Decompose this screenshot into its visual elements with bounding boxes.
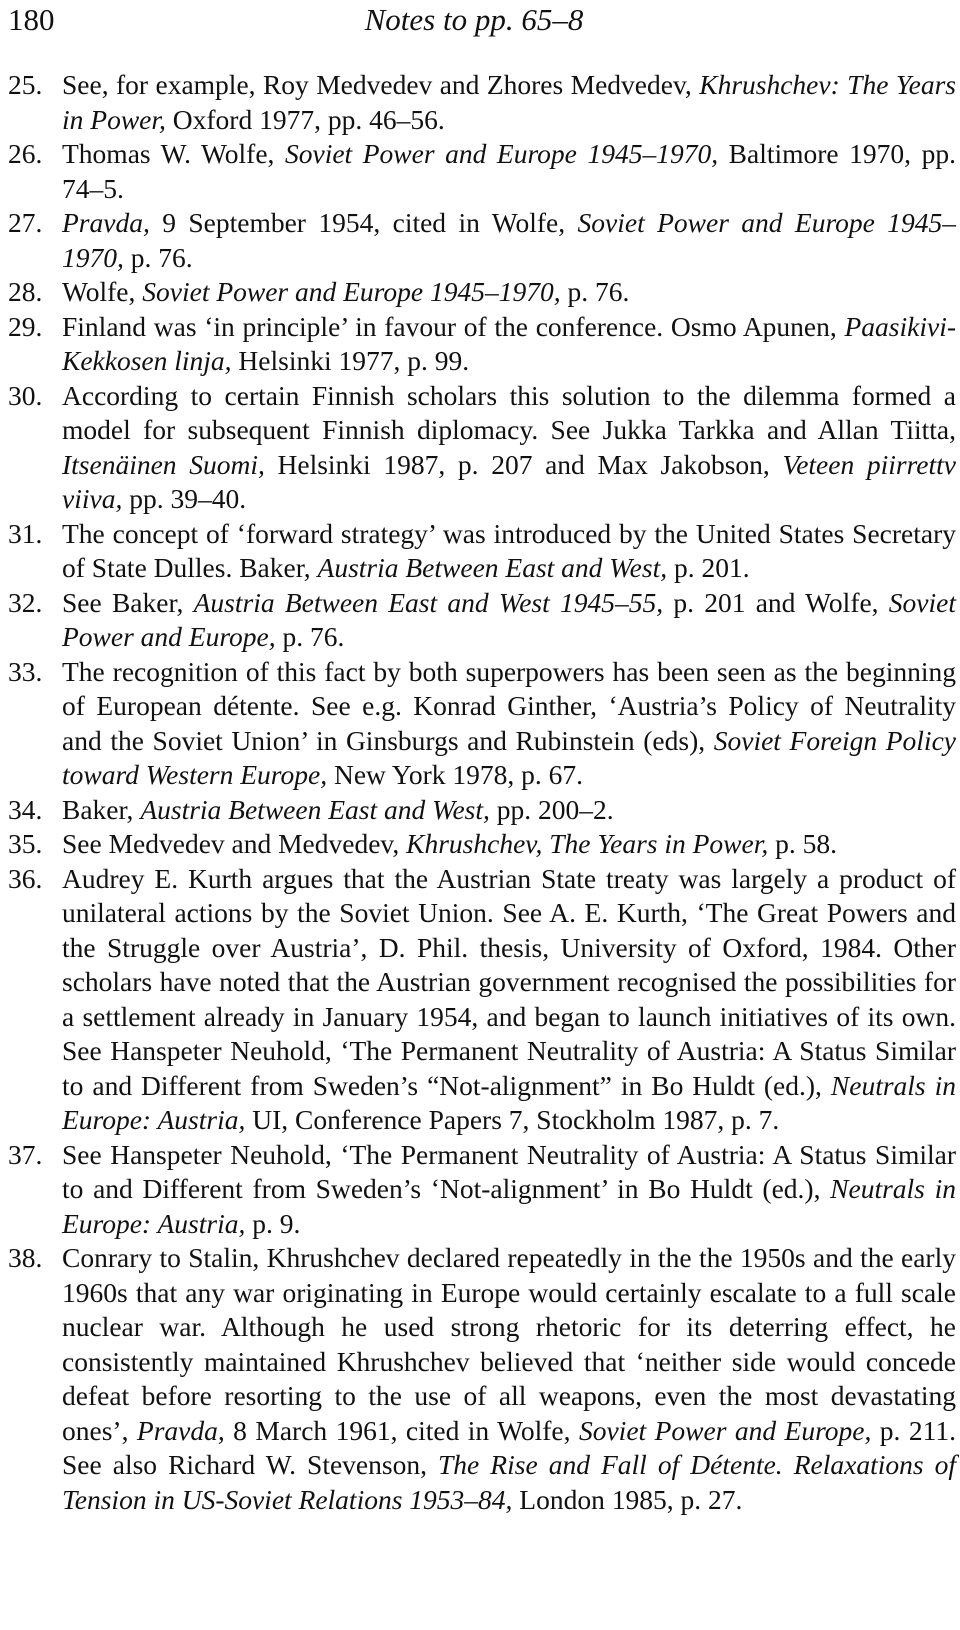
endnote-text-segment: pp. 39–40.	[122, 483, 247, 514]
endnote-text	[62, 655, 956, 793]
endnote-title-italic: Soviet Power and Europe 1945–1970,	[62, 207, 956, 273]
endnote-text	[62, 517, 956, 586]
endnote-item	[8, 206, 956, 275]
endnote-title-italic: Soviet Power and Europe,	[62, 586, 956, 652]
endnote-title-italic: Soviet Power and Europe 1945–1970,	[142, 276, 561, 307]
endnote-text	[62, 379, 956, 517]
endnote-item	[8, 655, 956, 793]
endnote-number: 25.	[8, 69, 43, 100]
endnote-text-segment: New York 1978, p. 67.	[327, 759, 583, 790]
endnote-item	[8, 310, 956, 379]
endnote-text	[62, 206, 956, 275]
endnote-text-segment: Conrary to Stalin, Khrushchev declared repeatedly in the the 1950s and the early 1960s that any war originating in Europe would certainly escalate to a full scale nuclear war. Although he used strong rhetoric for its deterring effect, he consistently maintained Khrushchev believed that ‘neither side would concede defeat before resorting to the use of all weapons, even the most devastating ones’,	[62, 1242, 956, 1446]
endnote-text	[62, 310, 956, 379]
endnote-text-segment: See Hanspeter Neuhold, ‘The Permanent Neutrality of Austria: A Status Similar to and Different from Sweden’s ‘Not-alignment’ in Bo Huldt (ed.),	[62, 1138, 956, 1204]
endnote-title-italic: Soviet Foreign Policy toward Western Europe,	[62, 724, 956, 790]
endnote-text-segment: Thomas W. Wolfe,	[62, 138, 285, 169]
endnote-item	[8, 1138, 956, 1242]
endnote-text-segment: pp. 200–2.	[489, 793, 614, 825]
endnote-item	[8, 275, 956, 310]
endnote-item	[8, 137, 956, 206]
endnote-text	[62, 275, 956, 310]
endnote-title-italic: Pravda,	[62, 207, 150, 238]
endnote-text-segment: p. 211. See also Richard W. Stevenson,	[62, 1414, 956, 1480]
endnote-title-italic: Neutrals in Europe: Austria,	[62, 1173, 956, 1239]
endnote-text	[62, 862, 956, 1138]
endnote-title-italic: Paasikivi-Kekkosen linja,	[62, 310, 956, 376]
endnote-title-italic: Khrushchev: The Years in Power,	[62, 69, 956, 135]
endnote-title-italic: Neutrals in Europe: Austria,	[62, 1069, 957, 1135]
endnote-number: 28.	[8, 276, 43, 307]
endnote-text-segment: Oxford 1977, pp. 46–56.	[165, 103, 445, 135]
running-title: Notes to pp. 65–8	[364, 2, 584, 37]
endnote-text-segment: The recognition of this fact by both superpowers has been seen as the beginning of European détente. See e.g. Konrad Ginther, ‘Austria’s Policy of Neutrality and the Soviet Union’ in Ginsburgs and Rubinstein (eds),	[62, 655, 956, 756]
endnote-text-segment: 9 September 1954, cited in Wolfe,	[149, 207, 578, 238]
endnote-number: 35.	[8, 828, 43, 859]
endnote-number: 36.	[8, 862, 43, 894]
endnote-text-segment: p. 76.	[275, 621, 345, 652]
endnote-number: 30.	[8, 379, 43, 411]
endnote-title-italic: Soviet Power and Europe 1945–1970,	[285, 138, 719, 169]
endnote-text-segment: The concept of ‘forward strategy’ was introduced by the United States Secretary of State Dulles. Baker,	[62, 517, 956, 583]
endnote-number: 27.	[8, 207, 43, 238]
endnote-text-segment: p. 201 and Wolfe,	[663, 586, 889, 618]
endnote-text-segment: p. 9.	[245, 1207, 301, 1239]
endnote-text-segment: UI, Conference Papers 7, Stockholm 1987, p. 7.	[245, 1104, 780, 1135]
endnote-text-segment: Helsinki 1987, p. 207 and Max Jakobson,	[264, 448, 783, 480]
endnote-text	[62, 586, 956, 655]
endnote-number: 37.	[8, 1138, 43, 1170]
endnote-text-segment: Baker,	[62, 793, 141, 825]
endnote-text-segment: p. 76.	[123, 241, 193, 273]
endnote-item	[8, 1241, 956, 1517]
endnote-text-segment: See Baker,	[62, 586, 194, 618]
endnote-title-italic: Austria Between East and West,	[140, 793, 490, 825]
endnote-item	[8, 827, 956, 862]
endnote-text-segment: See, for example, Roy Medvedev and Zhores Medvedev,	[62, 69, 700, 100]
endnote-title-italic: Soviet Power and Europe,	[578, 1414, 872, 1446]
endnote-text	[62, 827, 956, 862]
endnote-number: 31.	[8, 517, 43, 549]
endnote-text-segment: Helsinki 1977, p. 99.	[231, 345, 470, 376]
endnote-text-segment: Audrey E. Kurth argues that the Austrian State treaty was largely a product of unilateral actions by the Soviet Union. See A. E. Kurth, ‘The Great Powers and the Struggle over Austria’, D. Phil. thesis, University of Oxford, 1984. Other scholars have noted that the Austrian government recognised the possibilities for a settlement already in January 1954, and began to launch initiatives of its own. See Hanspeter Neuhold, ‘The Permanent Neutrality of Austria: A Status Similar to and Different from Sweden’s “Not-alignment” in Bo Huldt (ed.),	[62, 862, 956, 1101]
endnote-item	[8, 793, 956, 828]
endnote-text	[62, 1138, 956, 1242]
endnote-title-italic: Itsenäinen Suomi,	[62, 448, 265, 480]
endnote-number: 33.	[8, 655, 43, 687]
endnote-text-segment: Finland was ‘in principle’ in favour of the conference. Osmo Apunen,	[62, 310, 845, 342]
endnote-number: 32.	[8, 586, 43, 618]
endnote-text-segment: Wolfe,	[62, 276, 143, 307]
endnote-text	[62, 137, 956, 206]
endnote-text	[62, 68, 956, 137]
page-header	[8, 2, 940, 46]
endnote-item	[8, 517, 956, 586]
endnote-text-segment: According to certain Finnish scholars this solution to the dilemma formed a model for subsequent Finnish diplomacy. See Jukka Tarkka and Allan Tiitta,	[62, 379, 956, 445]
endnote-text-segment: p. 58.	[768, 828, 837, 859]
endnote-number: 38.	[8, 1242, 43, 1273]
endnote-number: 26.	[8, 138, 43, 169]
endnote-item	[8, 586, 956, 655]
endnotes-list	[8, 68, 956, 1517]
endnote-text-segment: p. 76.	[560, 276, 630, 307]
endnote-title-italic: Khrushchev, The Years in Power,	[406, 828, 769, 859]
endnote-title-italic: The Rise and Fall of Détente. Relaxations of Tension in US-Soviet Relations 1953–84,	[62, 1449, 956, 1515]
endnote-text-segment: Baltimore 1970, pp. 74–5.	[62, 138, 956, 204]
endnote-item	[8, 379, 956, 517]
endnote-text-segment: p. 201.	[667, 552, 750, 583]
endnote-title-italic: Pravda,	[136, 1414, 225, 1446]
endnote-text	[62, 1241, 956, 1517]
endnote-number: 29.	[8, 310, 43, 342]
page-number: 180	[8, 2, 55, 37]
endnote-text-segment: 8 March 1961, cited in Wolfe,	[224, 1414, 579, 1446]
endnote-title-italic: Veteen piirrettv viiva,	[62, 448, 956, 514]
endnote-number: 34.	[8, 793, 43, 825]
endnote-text	[62, 793, 956, 828]
endnote-item	[8, 68, 956, 137]
endnote-item	[8, 862, 956, 1138]
endnote-title-italic: Austria Between East and West,	[317, 552, 668, 583]
endnote-text-segment: London 1985, p. 27.	[512, 1483, 743, 1515]
endnote-title-italic: Austria Between East and West 1945–55,	[193, 586, 664, 618]
endnote-text-segment: See Medvedev and Medvedev,	[62, 828, 407, 859]
